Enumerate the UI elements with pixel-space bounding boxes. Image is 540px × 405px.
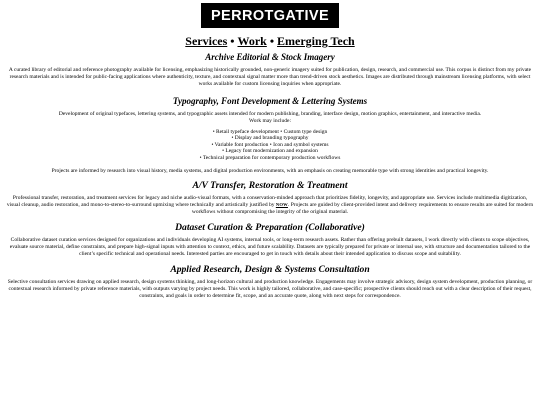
list-item: • Retail typeface development • Custom type design <box>212 128 328 135</box>
dataset-description: Collaborative dataset curation services designed for organizations and individuals developing AI systems, internal tools, or long-term research assets. Rather than offering prebuilt datasets, I work directly with clients to scope objectives, evaluate source material, define constraints, and prepare high-signal inputs with attention to context, ethics, and future scalability. Datasets are typically prepared for private or internal use, with structure and documentation tailored to the client’s specific technical and operational needs. Interested parties are encouraged to get in touch with details about their intended application to discuss scope and suitability. <box>9 237 531 257</box>
nav-separator: • <box>230 34 235 48</box>
list-item: • Technical preparation for contemporary production workflows <box>199 154 341 161</box>
now-link[interactable]: NOW <box>275 202 288 208</box>
nav-work-link[interactable]: Work <box>237 34 267 48</box>
nav-emerging-tech-link[interactable]: Emerging Tech <box>277 34 355 48</box>
applied-description: Selective consultation services drawing on applied research, design systems thinking, and long-horizon cultural and production knowledge. Engagements may involve strategic advisory, design system development, production planning, or contextual research informed by private reference materials, with outputs varying by project needs. This work is highly tailored, collaborative, and case-specific; prospective clients should reach out with a clear description of their request, constraints, and goals in order to determine fit, scope, and an accurate quote, along with next steps for correspondence. <box>7 278 533 299</box>
archive-heading: Archive Editorial & Stock Imagery <box>205 52 335 62</box>
list-item: • Legacy font modernization and expansion <box>222 148 318 155</box>
logo: PERROTGATIVE <box>201 3 339 28</box>
nav-separator: • <box>269 34 275 48</box>
top-nav <box>6 34 534 48</box>
nav-services-link[interactable]: Services <box>185 34 228 48</box>
av-text-before: Professional transfer, restoration, and treatment services for legacy and niche audio-visual formats, with a conservation-minded approach that prioritizes fidelity, longevity, and appropriate use. Services include multimedia digitization, visual cleanup, audio restoration, and mono-to-stereo-to-surround upmixing where technically and artistically justified by <box>6 195 528 209</box>
typography-heading: Typography, Font Development & Lettering Systems <box>172 95 368 106</box>
list-item: • Display and branding typography <box>231 135 309 142</box>
av-text-after: . Projects are guided by client-provided intent and delivery requirements to ensure results are suited for modern workflows without compromising the integrity of the original material. <box>191 202 534 216</box>
typography-outro: Projects are informed by research into visual history, media systems, and digital production environments, with an emphasis on creating memorable type with strong identities and practical longevity. <box>51 167 489 174</box>
applied-heading: Applied Research, Design & Systems Consultation <box>170 263 370 275</box>
av-description <box>6 195 534 216</box>
typography-intro: Development of original typefaces, lettering systems, and typographic assets intended for modern publishing, branding, interface design, motion graphics, entertainment, and interactive media. <box>58 110 482 117</box>
dataset-heading: Dataset Curation & Preparation (Collaborative) <box>175 222 365 234</box>
archive-description: A curated library of editorial and reference photography available for licensing, emphasizing historically grounded, non-generic imagery suited for publication, design, research, and commercial use. This corpus is distinct from my private research materials and is intended for public-facing applications where authenticity, texture, and contextual signal matter more than trend-driven stock aesthetics. Images are distributed through mainstream licensing platforms, with select works available for custom licensing inquiries when appropriate. <box>8 67 532 87</box>
list-item: • Variable font production • Icon and symbol systems <box>211 141 329 148</box>
typography-work-label: Work may include: <box>248 117 292 124</box>
av-heading: A/V Transfer, Restoration & Treatment <box>192 180 348 192</box>
typography-bullet-list <box>6 129 534 162</box>
